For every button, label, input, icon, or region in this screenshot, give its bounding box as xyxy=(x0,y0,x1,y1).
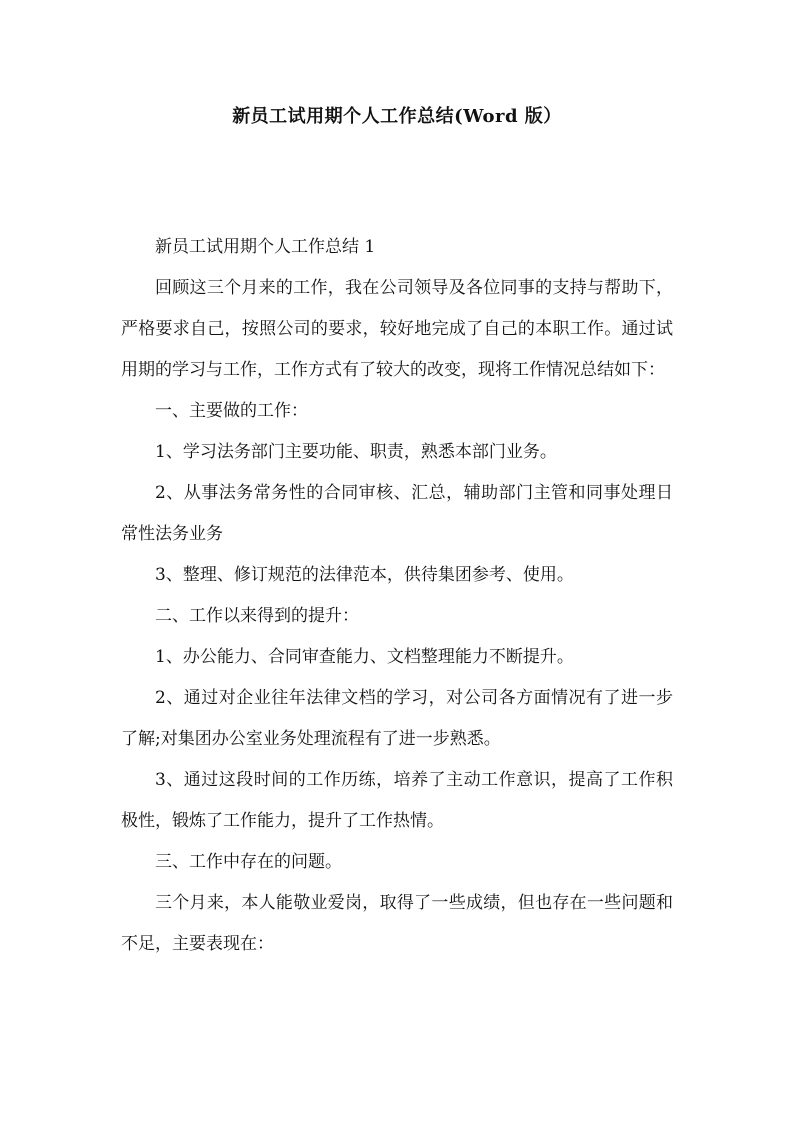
list-item: 3、通过这段时间的工作历练，培养了主动工作意识，提高了工作积极性，锻炼了工作能力，提升了工作热情。 xyxy=(121,770,673,831)
list-item: 2、通过对企业往年法律文档的学习，对公司各方面情况有了进一步了解;对集团办公室业务处理流程有了进一步熟悉。 xyxy=(121,688,673,749)
subheading-problems: 三、工作中存在的问题。 xyxy=(155,852,342,872)
list-item: 3、整理、修订规范的法律范本，供待集团参考、使用。 xyxy=(155,565,574,585)
subheading-improvements: 二、工作以来得到的提升： xyxy=(155,606,359,626)
subheading-main-work: 一、主要做的工作： xyxy=(155,401,308,421)
document-body xyxy=(121,227,673,965)
list-item: 2、从事法务常务性的合同审核、汇总，辅助部门主管和同事处理日常性法务业务 xyxy=(121,483,673,544)
intro-paragraph: 回顾这三个月来的工作，我在公司领导及各位同事的支持与帮助下，严格要求自己，按照公司的要求，较好地完成了自己的本职工作。通过试用期的学习与工作，工作方式有了较大的改变，现将工作情况总结如下： xyxy=(121,278,673,380)
list-item: 1、学习法务部门主要功能、职责，熟悉本部门业务。 xyxy=(155,442,557,462)
list-item: 1、办公能力、合同审查能力、文档整理能力不断提升。 xyxy=(155,647,574,667)
problems-paragraph: 三个月来，本人能敬业爱岗，取得了一些成绩，但也存在一些问题和不足，主要表现在： xyxy=(121,893,673,954)
section-heading: 新员工试用期个人工作总结 1 xyxy=(155,237,376,257)
document-title: 新员工试用期个人工作总结(Word 版） xyxy=(232,106,562,127)
